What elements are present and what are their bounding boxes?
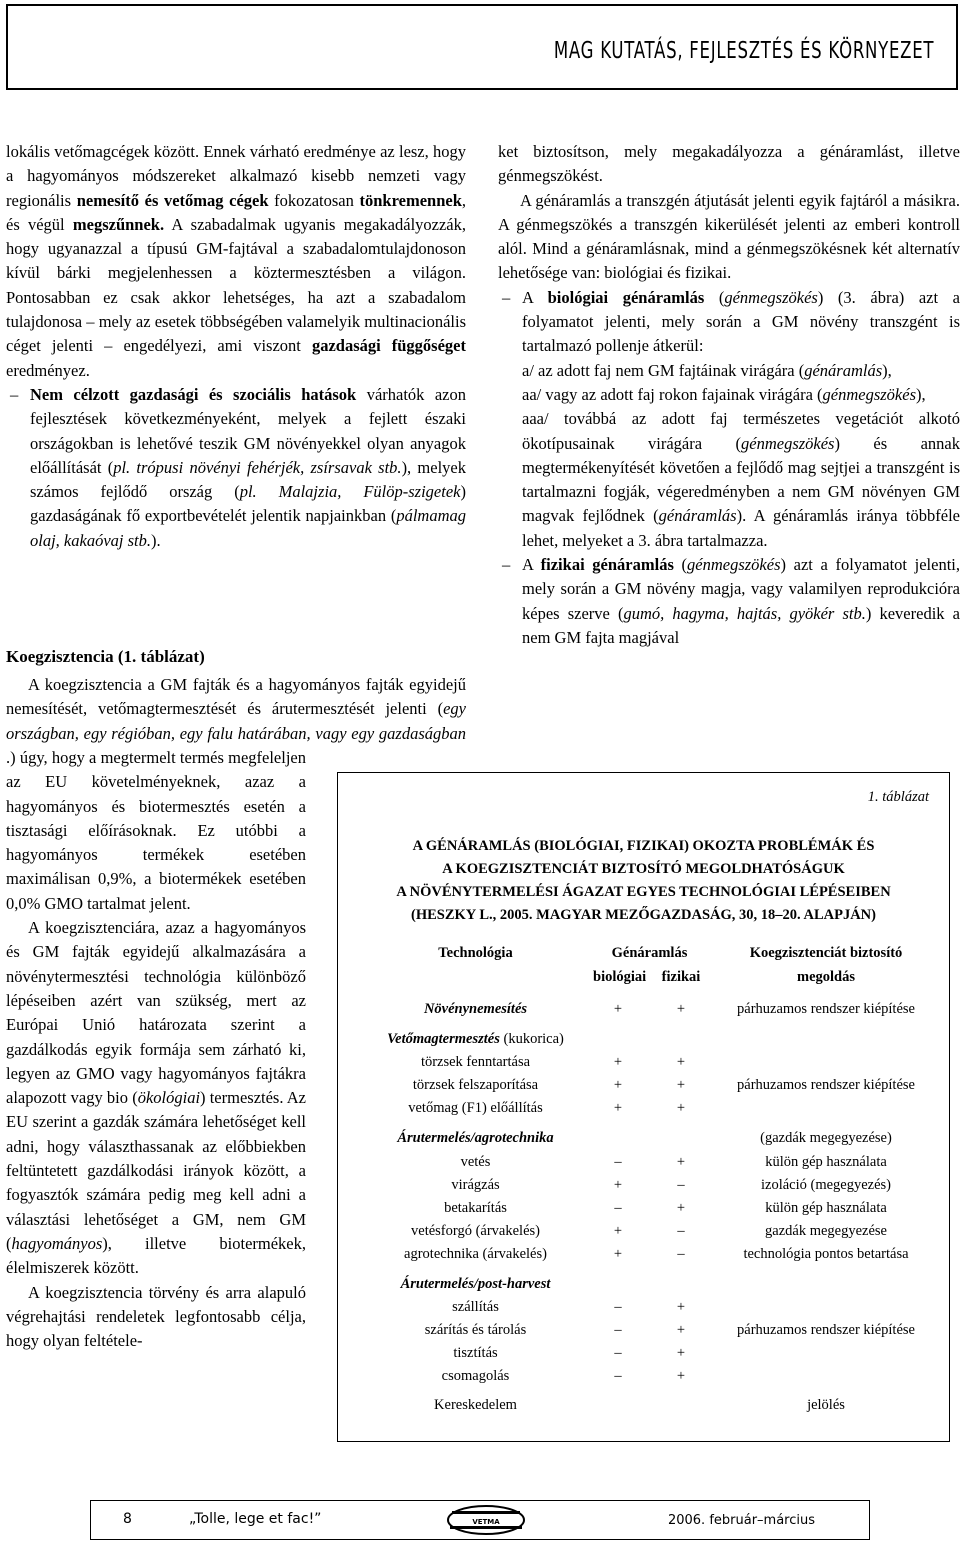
cell-fizikai: + xyxy=(676,1345,686,1361)
table-row xyxy=(338,1100,949,1122)
paragraph: .) úgy, hogy a megtermelt termés megfeleljen az EU követelményeknek, azaz a hagyományos és biotermesztés esetén a tisztasági előírásoknak. Ez utóbbi a hagyományos termékek esetében maximálisan 0,9%, a biotermékek esetében 0,0% GMO tartalmat jelent. xyxy=(6,748,306,913)
cell-technologia: Kereskedelem xyxy=(434,1397,517,1413)
cell-technologia: betakarítás xyxy=(444,1200,507,1216)
header-koeg-1: Koegzisztenciát biztosító xyxy=(749,945,903,961)
cell-technologia: virágzás xyxy=(451,1177,500,1193)
table-row xyxy=(338,1246,949,1268)
table-row xyxy=(338,1031,949,1053)
section-heading: Koegzisztencia (1. táblázat) xyxy=(6,647,205,666)
table-row xyxy=(338,1177,949,1199)
cell-biologiai: – xyxy=(614,1154,622,1170)
cell-megoldas: párhuzamos rendszer kiépítése xyxy=(737,1322,915,1338)
cell-technologia: Árutermelés/post-harvest xyxy=(400,1276,551,1292)
header-genaramlas: Génáramlás xyxy=(611,945,688,961)
cell-fizikai: + xyxy=(676,1200,686,1216)
table-row xyxy=(338,1397,949,1419)
cell-biologiai: – xyxy=(614,1322,622,1338)
table-row xyxy=(338,1223,949,1245)
journal-section-title: MAG KUTATÁS, FEJLESZTÉS ÉS KÖRNYEZET xyxy=(553,38,934,64)
cell-technologia: tisztítás xyxy=(453,1345,498,1361)
cell-technologia: Növénynemesítés xyxy=(423,1001,528,1017)
cell-fizikai: + xyxy=(676,1054,686,1070)
paragraph: A koegzisztencia a GM fajták és a hagyományos fajták egyidejű nemesítését, vetőmagtermesztését és árutermesztését jelenti (egy országban, egy régióban, egy falu határában, vagy egy gazdaságban xyxy=(6,675,466,743)
paragraph: A koegzisztencia törvény és arra alapuló végrehajtási rendeletek legfontosabb célja, hogy olyan feltétele- xyxy=(6,1282,306,1351)
koegzisztencia-intro xyxy=(6,673,466,746)
paragraph: A génáramlás a transzgén átjutását jelenti egyik fajtáról a másikra. A génmegszökés a transzgén kikerülését jelenti az emberi kontroll alól. Mind a génáramlásnak, mind a génmegszökésnek két alternatív lehetősége van: biológiai és fizikai. xyxy=(498,190,960,283)
cell-fizikai: + xyxy=(676,1154,686,1170)
cell-technologia: vetés xyxy=(460,1154,491,1170)
cell-technologia: vetésforgó (árvakelés) xyxy=(411,1223,540,1239)
table-header-row xyxy=(338,945,949,967)
sub-item: aa/ vagy az adott faj rokon fajainak virágára (génmegszökés), xyxy=(522,384,926,404)
sub-item: aaa/ továbbá az adott faj természetes vegetációt alkotó ökotípusainak virágára (génmegszökés) és annak megtermékenyítését követően a fejlődő mag sejtjei a transzgént is tartalmazni fogják, végeredményben a nem GM növényen GM magvak fejlődnek (génáramlás). A génáramlás iránya többféle lehet, melyeket a 3. ábra tartalmazza. xyxy=(522,409,960,550)
cell-technologia: vetőmag (F1) előállítás xyxy=(408,1100,543,1116)
table-header-row-2 xyxy=(338,969,949,991)
cell-biologiai: + xyxy=(613,1100,623,1116)
left-column xyxy=(6,140,466,553)
table-row xyxy=(338,1130,949,1152)
paragraph: lokális vetőmagcégek között. Ennek várható eredménye az lesz, hogy a hagyományos módszereket alkalmazó kisebb nemzeti vagy regionális nemesítő és vetőmag cégek fokozatosan tönkremennek, és végül megszűnnek. A szabadalmak ugyanis megakadályozzák, hogy ugyanazzal a típusú GM-fajtával a szabadalomtulajdonoson kívül bárki megjelenhessen a köztermesztésben a világon. Pontosabban ez csak akkor lehetséges, ha azt a szabadalom tulajdonosa – mely az esetek többségében valamelyik multinacionális céget jelenti – engedélyezi, ami viszont gazdasági függőséget eredményez. xyxy=(6,142,466,380)
table-label: 1. táblázat xyxy=(867,789,929,805)
cell-megoldas: gazdák megegyezése xyxy=(765,1223,887,1239)
cell-fizikai: + xyxy=(676,1299,686,1315)
cell-megoldas: párhuzamos rendszer kiépítése xyxy=(737,1077,915,1093)
cell-technologia: Vetőmagtermesztés (kukorica) xyxy=(387,1031,564,1047)
table-row xyxy=(338,1054,949,1076)
cell-fizikai: + xyxy=(676,1322,686,1338)
footer-motto: „Tolle, lege et fac!” xyxy=(189,1511,322,1527)
bullet-paragraph: – A fizikai génáramlás (génmegszökés) azt a folyamatot jelenti, mely során a GM növény magja, vagy valamilyen reprodukcióra képes szerve (gumó, hagyma, hajtás, gyökér stb.) keveredik a nem GM fajta magjával xyxy=(498,553,960,650)
cell-fizikai: + xyxy=(676,1100,686,1116)
left-narrow-column xyxy=(6,746,306,1353)
cell-technologia: törzsek fenntartása xyxy=(420,1054,531,1070)
paragraph: A koegzisztenciára, azaz a hagyományos és GM fajták egyidejű alkalmazására a növénytermesztési technológia különböző lépéseiben azért van szükség, mert az Európai Unió határozata szerint a gazdálkodás egyik formája sem zárható ki, legyen az GMO vagy hagyományos fajtákra alapozott vagy bio (ökológiai) termesztés. Az EU szerint a gazdák számára lehetőséget kell adni, hogy választhassanak az előbbiekben feltüntetett gazdálkodási irányok között, a fogyasztók számára pedig meg kell adni a választási lehetőséget a GM, nem GM (hagyományos), illetve biotermékek, élelmiszerek között. xyxy=(6,918,306,1278)
header-fizikai: fizikai xyxy=(661,969,701,985)
header-koeg-2: megoldás xyxy=(797,969,855,985)
page-footer xyxy=(90,1500,870,1540)
cell-megoldas: (gazdák megegyezése) xyxy=(760,1130,892,1146)
cell-technologia: szállítás xyxy=(452,1299,499,1315)
cell-technologia: Árutermelés/agrotechnika xyxy=(397,1130,554,1146)
cell-fizikai: + xyxy=(676,1077,686,1093)
header-technologia: Technológia xyxy=(438,945,513,961)
cell-megoldas: külön gép használata xyxy=(765,1154,887,1170)
cell-fizikai: – xyxy=(677,1223,685,1239)
right-column xyxy=(498,140,960,650)
cell-biologiai: + xyxy=(613,1246,623,1262)
table-row xyxy=(338,1276,949,1298)
page-number: 8 xyxy=(123,1511,132,1527)
table-row xyxy=(338,1299,949,1321)
cell-fizikai: – xyxy=(677,1177,685,1193)
cell-megoldas: izoláció (megegyezés) xyxy=(760,1177,892,1193)
table-row xyxy=(338,1368,949,1390)
table-row xyxy=(338,1001,949,1023)
table-row xyxy=(338,1077,949,1099)
cell-biologiai: – xyxy=(614,1345,622,1361)
cell-fizikai: + xyxy=(676,1368,686,1384)
table-title: A GÉNÁRAMLÁS (BIOLÓGIAI, FIZIKAI) OKOZTA PROBLÉMÁK ÉS A KOEGZISZTENCIÁT BIZTOSÍTÓ MEGOLDHATÓSÁGUK A NÖVÉNYTERMELÉSI ÁGAZAT EGYES TECHNOLÓGIAI LÉPÉSEIBEN (HESZKY L., 2005. MAGYAR MEZŐGAZDASÁG, 30, 18–20. ALAPJÁN) xyxy=(396,838,891,923)
cell-biologiai: – xyxy=(614,1200,622,1216)
header-biologiai: biológiai xyxy=(593,969,647,985)
table-row xyxy=(338,1200,949,1222)
cell-technologia: szárítás és tárolás xyxy=(424,1322,527,1338)
issue-date: 2006. február–március xyxy=(667,1513,815,1528)
cell-technologia: csomagolás xyxy=(441,1368,510,1384)
cell-fizikai: + xyxy=(676,1001,686,1017)
table-row xyxy=(338,1154,949,1176)
cell-biologiai: + xyxy=(613,1077,623,1093)
cell-megoldas: külön gép használata xyxy=(765,1200,887,1216)
cell-megoldas: párhuzamos rendszer kiépítése xyxy=(737,1001,915,1017)
bullet-paragraph: – A biológiai génáramlás (génmegszökés) (3. ábra) azt a folyamatot jelenti, mely során a GM növény transzgént is tartalmazó pollenje átkerül: xyxy=(498,286,960,359)
cell-fizikai: – xyxy=(677,1246,685,1262)
cell-biologiai: + xyxy=(613,1001,623,1017)
svg-text:VETMA: VETMA xyxy=(472,1518,500,1526)
sub-item: a/ az adott faj nem GM fajtáinak virágára (génáramlás), xyxy=(522,360,892,380)
cell-biologiai: + xyxy=(613,1177,623,1193)
page-header xyxy=(6,4,958,90)
cell-biologiai: – xyxy=(614,1368,622,1384)
table-row xyxy=(338,1345,949,1367)
cell-technologia: törzsek felszaporítása xyxy=(412,1077,539,1093)
cell-megoldas: technológia pontos betartása xyxy=(743,1246,909,1262)
cell-technologia: agrotechnika (árvakelés) xyxy=(404,1246,547,1262)
paragraph: ket biztosítson, mely megakadályozza a génáramlást, illetve génmegszökést. xyxy=(498,142,960,186)
vetma-logo xyxy=(446,1504,526,1536)
cell-biologiai: – xyxy=(614,1299,622,1315)
cell-biologiai: + xyxy=(613,1223,623,1239)
table-row xyxy=(338,1322,949,1344)
cell-megoldas: jelölés xyxy=(807,1397,845,1413)
table-1-box xyxy=(337,772,950,1442)
cell-biologiai: + xyxy=(613,1054,623,1070)
bullet-paragraph: – Nem célzott gazdasági és szociális hatások várhatók azon fejlesztések következményeként, melyek a fejlett északi országokban is lehetővé teszik GM növényekkel olyan anyagok előállítását (pl. trópusi növényi fehérjék, zsírsavak stb.), melyek számos fejlődő ország (pl. Malajzia, Fülöp-szigetek) gazdaságának fő exportbevételét jelentik napjainkban (pálmamag olaj, kakaóvaj stb.). xyxy=(6,383,466,553)
